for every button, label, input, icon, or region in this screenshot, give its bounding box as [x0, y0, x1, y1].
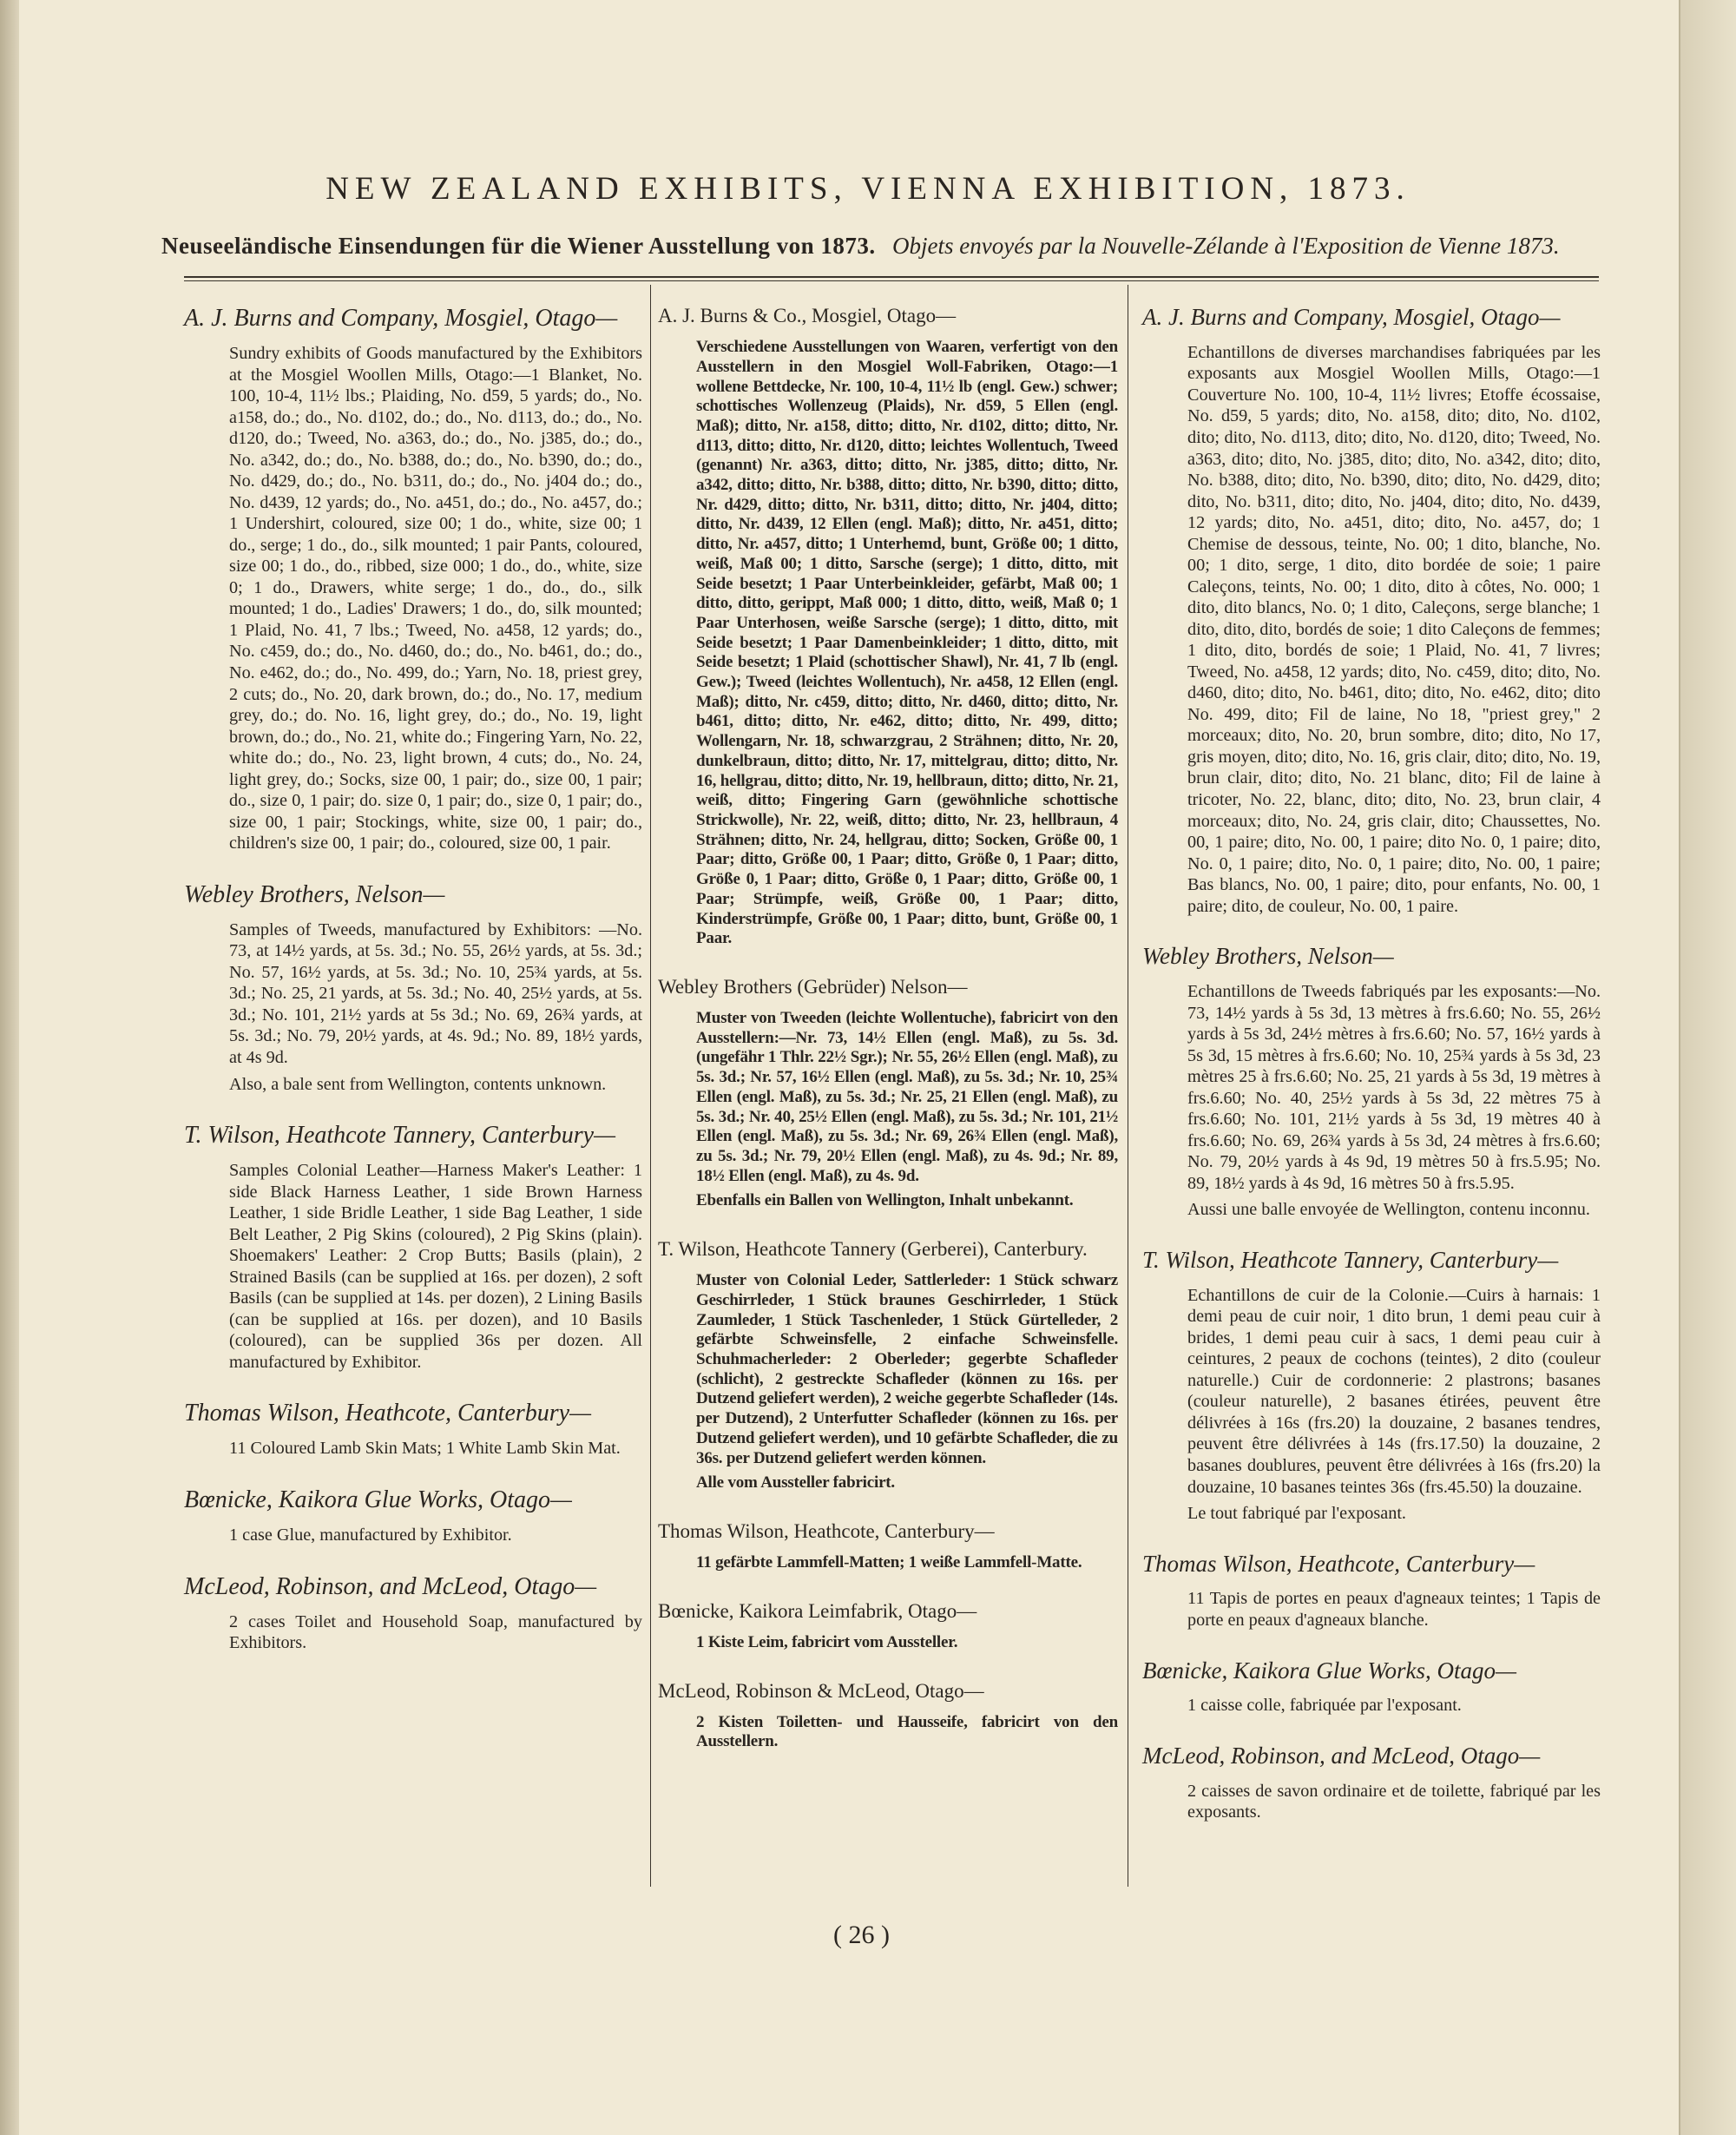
exhibit-entry: [184, 1121, 642, 1373]
exhibitor-heading: Thomas Wilson, Heathcote, Canterbury—: [184, 1400, 591, 1427]
column-french: [1142, 304, 1601, 1849]
exhibit-entry: [658, 304, 1118, 949]
exhibit-entry: [1142, 1551, 1601, 1631]
exhibitor-heading: Bœnicke, Kaikora Glue Works, Otago—: [1142, 1657, 1516, 1684]
exhibit-entry: [658, 975, 1118, 1211]
page-title: NEW ZEALAND EXHIBITS, VIENNA EXHIBITION, 1873.: [326, 171, 1410, 207]
exhibit-description: Verschiedene Ausstellungen von Waaren, verfertigt von den Ausstellern in den Mosgiel Woll-Fabriken, Otago:—1 wollene Bettdecke, Nr. 100, 10-4, 11½ lb (engl. Gew.) schwer; schottisches Wollenzeug (Plaids), Nr. d59, 5 Ellen (engl. Maß); ditto, Nr. a158, ditto; ditto, Nr. d102, ditto; ditto, Nr. d113, ditto; ditto, Nr. d120, ditto; leichtes Wollentuch, Tweed (genannt) Nr. a363, ditto; ditto, Nr. j385, ditto; ditto, Nr. a342, ditto; ditto, Nr. b388, ditto; ditto, Nr. b390, ditto; ditto, Nr. d429, ditto; ditto, Nr. b311, ditto; ditto, Nr. j404, ditto; ditto, Nr. d439, 12 Ellen (engl. Maß); ditto, Nr. a451, ditto; ditto, Nr. a457, ditto; 1 Unterhemd, bunt, Größe 00; 1 ditto, weiß, Maß 00; 1 ditto, Sarsche (serge); 1 ditto, ditto, mit Seide besetzt; 1 Paar Unterbeinkleider, gefärbt, Maß 00; 1 ditto, ditto, gerippt, Maß 000; 1 ditto, ditto, weiß, Maß 0; 1 Paar Unterhosen, weiße Sarsche (serge); 1 ditto, ditto, mit Seide besetzt; 1 Paar Damenbeinkleider; 1 ditto, ditto, mit Seide besetzt; 1 Plaid (schottischer Shawl), Nr. 41, 7 lb (engl. Gew.); Tweed (leichtes Wollentuch), Nr. a458, 12 Ellen (engl. Maß); ditto, Nr. c459, ditto; ditto, Nr. d460, ditto; ditto, Nr. b461, ditto; ditto, Nr. e462, ditto; ditto, Nr. 499, ditto; Wollengarn, Nr. 18, schwarzgrau, 2 Strähnen; ditto, Nr. 20, dunkelbraun, ditto; ditto, Nr. 17, mittelgrau, ditto; ditto, Nr. 16, hellgrau, ditto; ditto, Nr. 19, hellbraun, ditto; ditto, Nr. 21, weiß, ditto; Fingering Garn (gewöhnliche schottische Strickwolle), Nr. 22, weiß, ditto; ditto, Nr. 23, hellbraun, 4 Strähnen; ditto, Nr. 24, hellgrau, ditto; Socken, Größe 00, 1 Paar; ditto, Größe 00, 1 Paar; ditto, Größe 0, 1 Paar; ditto, Größe 0, 1 Paar; ditto, Größe 0, 1 Paar; ditto, Größe 00, 1 Paar; Strümpfe, weiß, Größe 00, 1 Paar; ditto, Kinderstrümpfe, Größe 00, 1 Paar; ditto, bunt, Größe 00, 1 Paar.: [696, 338, 1118, 948]
exhibitor-heading: Bœnicke, Kaikora Leimfabrik, Otago—: [658, 1599, 977, 1622]
exhibit-description: 11 gefärbte Lammfell-Matten; 1 weiße Lammfell-Matte.: [696, 1553, 1082, 1572]
exhibit-description: Ebenfalls ein Ballen von Wellington, Inhalt unbekannt.: [696, 1191, 1074, 1210]
exhibit-description: 1 caisse colle, fabriquée par l'exposant.: [1187, 1696, 1462, 1716]
exhibit-description: Aussi une balle envoyée de Wellington, contenu inconnu.: [1187, 1200, 1590, 1220]
exhibit-entry: [658, 1519, 1118, 1573]
book-spine-left: [0, 0, 19, 2135]
exhibitor-heading: McLeod, Robinson, and McLeod, Otago—: [1142, 1742, 1541, 1769]
exhibit-description: Sundry exhibits of Goods manufactured by the Exhibitors at the Mosgiel Woollen Mills, Otago:—1 Blanket, No. 100, 10-4, 11½ lbs.; Plaiding, No. d59, 5 yards; do., No. a158, do.; do., No. d102, do.; do., No. d113, do.; do., No. d120, do.; Tweed, No. a363, do.; do., No. j385, do.; do., No. a342, do.; do., No. b388, do.; do., No. b390, do.; do., No. d429, do.; do., No. b311, do.; do., No. j404 do.; do., No. d439, 12 yards; do., No. a451, do.; do., No. a457, do.; 1 Undershirt, coloured, size 00; 1 do., white, size 00; 1 do., serge; 1 do., do., silk mounted; 1 pair Pants, coloured, size 00; 1 do., do., ribbed, size 000; 1 do., do., white, size 0; 1 do., Drawers, white serge; 1 do., do., do., silk mounted; 1 do., Ladies' Drawers; 1 do., do, silk mounted; 1 Plaid, No. 41, 7 lbs.; Tweed, No. a458, 12 yards; do., No. c459, do.; do., No. d460, do.; do., No. b461, do.; do., No. e462, do.; do., No. 499, do.; Yarn, No. 18, priest grey, 2 cuts; do., No. 20, dark brown, do.; do., No. 17, medium grey, do.; do. No. 16, light grey, do.; do., No. 19, light brown, do.; do., No. 21, white do.; Fingering Yarn, No. 22, white do.; do., No. 23, light brown, 4 cuts; do., No. 24, light grey, do.; Socks, size 00, 1 pair; do., size 00, 1 pair; do., size 0, 1 pair; do. size 0, 1 pair; do., size 0, 1 pair; do., size 00, 1 pair; Stockings, white, size 00, 1 pair; do., children's size 00, 1 pair; do., coloured, size 00, 1 pair.: [229, 344, 642, 853]
exhibit-description: Also, a bale sent from Wellington, contents unknown.: [229, 1074, 607, 1094]
subtitle-german: Neuseeländische Einsendungen für die Wiener Ausstellung von 1873.: [161, 233, 876, 259]
exhibitor-heading: Webley Brothers, Nelson—: [1142, 943, 1394, 970]
exhibit-description: Muster von Tweeden (leichte Wollentuche), fabricirt von den Ausstellern:—Nr. 73, 14½ Ellen (engl. Maß), zu 5s. 3d. (ungefähr 1 Thlr. 22½ Sgr.); Nr. 55, 26½ Ellen (engl. Maß), zu 5s. 3d.; Nr. 57, 16½ Ellen (engl. Maß), zu 5s. 3d.; Nr. 10, 25¾ Ellen (engl. Maß), zu 5s. 3d.; Nr. 25, 21 Ellen (engl. Maß), zu 5s. 3d.; Nr. 40, 25½ Ellen (engl. Maß), zu 5s. 3d.; Nr. 101, 21½ Ellen (engl. Maß), zu 5s. 3d.; Nr. 69, 26¾ Ellen (engl. Maß), zu 5s. 3d.; Nr. 79, 20½ Ellen (engl. Maß), zu 4s. 9d.; Nr. 89, 18½ Ellen (engl. Maß), zu 4s. 9d.: [696, 1009, 1118, 1185]
exhibitor-heading: T. Wilson, Heathcote Tannery, Canterbury—: [1142, 1246, 1559, 1273]
exhibitor-heading: Webley Brothers, Nelson—: [184, 880, 445, 908]
exhibit-description: 2 caisses de savon ordinaire et de toilette, fabriqué par les exposants.: [1187, 1781, 1601, 1822]
exhibit-entry: [1142, 1657, 1601, 1717]
exhibitor-heading: A. J. Burns and Company, Mosgiel, Otago—: [184, 305, 618, 332]
exhibitor-heading: Bœnicke, Kaikora Glue Works, Otago—: [184, 1486, 572, 1513]
exhibit-description: 2 cases Toilet and Household Soap, manufactured by Exhibitors.: [229, 1611, 642, 1653]
column-english: [184, 304, 642, 1680]
header-rule: [184, 276, 1599, 281]
exhibit-description: 11 Coloured Lamb Skin Mats; 1 White Lamb Skin Mat.: [229, 1439, 621, 1459]
exhibit-entry: [184, 1486, 642, 1546]
exhibitor-heading: Thomas Wilson, Heathcote, Canterbury—: [658, 1519, 995, 1542]
page-number: ( 26 ): [833, 1921, 890, 1949]
exhibit-description: 2 Kisten Toiletten- und Hausseife, fabricirt von den Ausstellern.: [696, 1712, 1118, 1751]
exhibit-description: 1 Kiste Leim, fabricirt vom Aussteller.: [696, 1632, 958, 1651]
exhibit-entry: [658, 1679, 1118, 1753]
exhibit-entry: [184, 304, 642, 854]
column-divider-1: [650, 285, 651, 1887]
column-german: [658, 304, 1118, 1778]
exhibit-entry: [658, 1599, 1118, 1653]
exhibit-entry: [184, 1399, 642, 1460]
exhibit-description: Echantillons de cuir de la Colonie.—Cuirs à harnais: 1 demi peau de cuir noir, 1 dito brun, 1 demi peau cuir à brides, 1 demi peau cuir à sacs, 1 demi peau cuir à ceintures, 2 peaux de cochons (teintes), 2 dito (couleur naturelle.) Cuir de cordonnerie: 2 plastrons; basanes (couleur naturelle), 2 basanes étirées, peuvent être délivrées à 16s (frs.20) la douzaine, 2 basanes tendres, peuvent être délivrées à 14s (frs.17.50) la douzaine, 2 basanes doublures, peuvent être délivrées à 16s (frs.20) la douzaine, 10 basanes teintes 36s (frs.45.50) la douzaine.: [1187, 1285, 1601, 1497]
exhibit-entry: [1142, 1247, 1601, 1525]
exhibit-description: Le tout fabriqué par l'exposant.: [1187, 1504, 1406, 1524]
exhibit-entry: [184, 1572, 642, 1654]
exhibitor-heading: T. Wilson, Heathcote Tannery (Gerberei), Canterbury.: [658, 1238, 1088, 1261]
exhibit-description: Muster von Colonial Leder, Sattlerleder: 1 Stück schwarz Geschirrleder, 1 Stück braunes Geschirrleder, 1 Stück Zaumleder, 1 Stück Taschenleder, 1 Stück Gürtelleder, 2 gefärbte Schweinsfelle, 2 einfache Schweinsfelle. Schuhmacherleder: 2 Oberleder; gegerbte Schafleder (schlicht), 2 gestreckte Schafleder (können zu 16s. per Dutzend geliefert werden), 2 weiche gegerbte Schafleder (14s. per Dutzend), 2 Unterfutter Schafleder (können zu 16s. per Dutzend geliefert werden), und 10 gefärbte Schafleder, die zu 36s. per Dutzend geliefert werden können.: [696, 1271, 1118, 1467]
exhibit-entry: [1142, 943, 1601, 1221]
exhibit-entry: [658, 1237, 1118, 1493]
exhibitor-heading: McLeod, Robinson & McLeod, Otago—: [658, 1679, 984, 1702]
exhibit-entry: [184, 880, 642, 1095]
book-page-edge-right: [1679, 0, 1736, 2135]
exhibit-description: Samples of Tweeds, manufactured by Exhibitors: —No. 73, at 14½ yards, at 5s. 3d.; No. 55, 26½ yards, at 5s. 3d.; No. 57, 16½ yards, at 5s. 3d.; No. 10, 25¾ yards, at 5s. 3d.; No. 25, 21 yards, at 5s. 3d.; No. 40, 25½ yards, at 5s. 3d.; No. 101, 21½ yards at 5s 3d.; No. 69, 26¾ yards, at 5s. 3d.; No. 79, 20½ yards, at 4s. 9d.; No. 89, 18½ yards, at 4s 9d.: [229, 919, 642, 1067]
exhibit-entry: [1142, 304, 1601, 917]
exhibit-entry: [1142, 1743, 1601, 1823]
exhibit-description: 1 case Glue, manufactured by Exhibitor.: [229, 1525, 512, 1545]
exhibit-description: Echantillons de Tweeds fabriqués par les exposants:—No. 73, 14½ yards à 5s 3d, 13 mètres à frs.6.60; No. 55, 26½ yards à 5s 3d, 24½ mètres à frs.6.60; No. 57, 16½ yards à 5s 3d, 15 mètres à frs.6.60; No. 10, 25¾ yards à 5s 3d, 23 mètres 25 à frs.6.60; No. 25, 21 yards à 5s 3d, 19 mètres à frs.6.60; No. 40, 25½ yards à 5s 3d, 22 mètres 75 à frs.6.60; No. 101, 21½ yards à 5s 3d, 19 mètres 40 à frs.6.60; No. 69, 26¾ yards à 5s 3d, 24 mètres à frs.6.60; No. 79, 20½ yards à 4s 9d, 19 mètres 50 à frs.5.95; No. 89, 18½ yards à 4s 9d, 16 mètres 50 à frs.5.95.: [1187, 982, 1601, 1193]
subtitle-french: Objets envoyés par la Nouvelle-Zélande à l'Exposition de Vienne 1873.: [892, 233, 1560, 259]
exhibitor-heading: Webley Brothers (Gebrüder) Nelson—: [658, 975, 968, 998]
exhibit-description: 11 Tapis de portes en peaux d'agneaux teintes; 1 Tapis de porte en peaux d'agneaux blanche.: [1187, 1589, 1601, 1630]
exhibitor-heading: T. Wilson, Heathcote Tannery, Canterbury—: [184, 1122, 615, 1150]
exhibit-description: Samples Colonial Leather—Harness Maker's Leather: 1 side Black Harness Leather, 1 side Brown Harness Leather, 1 side Bridle Leather, 1 side Bag Leather, 1 side Belt Leather, 2 Pig Skins (coloured), 2 Pig Skins (plain). Shoemakers' Leather: 2 Crop Butts; Basils (plain), 2 Strained Basils (can be supplied at 16s. per dozen), 2 soft Basils (can be supplied at 14s. per dozen), 2 Lining Basils (can be supplied at 16s. per dozen), and 10 Basils (coloured), can be supplied 36s per dozen. All manufactured by Exhibitor.: [229, 1161, 642, 1372]
exhibitor-heading: A. J. Burns and Company, Mosgiel, Otago—: [1142, 304, 1561, 330]
exhibit-description: Alle vom Aussteller fabricirt.: [696, 1473, 895, 1493]
exhibit-description: Echantillons de diverses marchandises fabriquées par les exposants aux Mosgiel Woollen Mills, Otago:—1 Couverture No. 100, 10-4, 11½ livres; Etoffe écossaise, No. d59, 5 yards; dito, No. a158, dito; dito, No. d102, dito; dito, No. d113, dito; dito, No. d120, dito; Tweed, No. a363, dito; dito, No. j385, dito; dito, No. a342, dito; dito, No. b388, dito; dito, No. b390, dito; dito, No. d429, dito; dito, No. b311, dito; dito, No. j404, dito; dito, No. d439, 12 yards; dito, No. a451, dito; dito, No. a457, do; 1 Chemise de dessous, teinte, No. 00; 1 dito, blanche, No. 00; 1 dito, serge, 1 dito, dito bordée de soie; 1 paire Caleçons, teints, No. 00; 1 dito, dito à côtes, No. 000; 1 dito, dito blancs, No. 0; 1 dito, Caleçons, serge blanche; 1 dito, dito, dito, bordés de soie; 1 dito Caleçons de femmes; 1 dito, dito, bordés de soie; 1 Plaid, No. 41, 7 livres; Tweed, No. a458, 12 yards; dito, No. c459, dito; dito, No. d460, dito; dito, No. b461, dito; dito, No. e462, dito; dito No. 499, dito; Fil de laine, No 18, "priest grey," 2 morceaux; dito, No. 20, brun sombre, dito; dito, No 17, gris moyen, dito; dito, No. 16, gris clair, dito; dito, No. 19, brun clair, dito; dito, No. 21 blanc, dito; Fil de laine à tricoter, No. 22, blanc, dito; dito, No. 23, brun clair, 4 morceaux; dito, No. 24, gris clair, dito; Chaussettes, No. 00, 1 paire; dito, No. 00, 1 paire; dito No. 0, 1 paire; dito, No. 0, 1 paire; dito, No. 0, 1 paire; dito, No. 00, 1 paire; Bas blancs, No. 00, 1 paire; dito, pour enfants, No. 00, 1 paire; dito, de couleur, No. 00, 1 paire.: [1187, 342, 1601, 916]
exhibitor-heading: McLeod, Robinson, and McLeod, Otago—: [184, 1572, 597, 1600]
exhibitor-heading: A. J. Burns & Co., Mosgiel, Otago—: [658, 305, 957, 326]
exhibitor-heading: Thomas Wilson, Heathcote, Canterbury—: [1142, 1550, 1535, 1577]
